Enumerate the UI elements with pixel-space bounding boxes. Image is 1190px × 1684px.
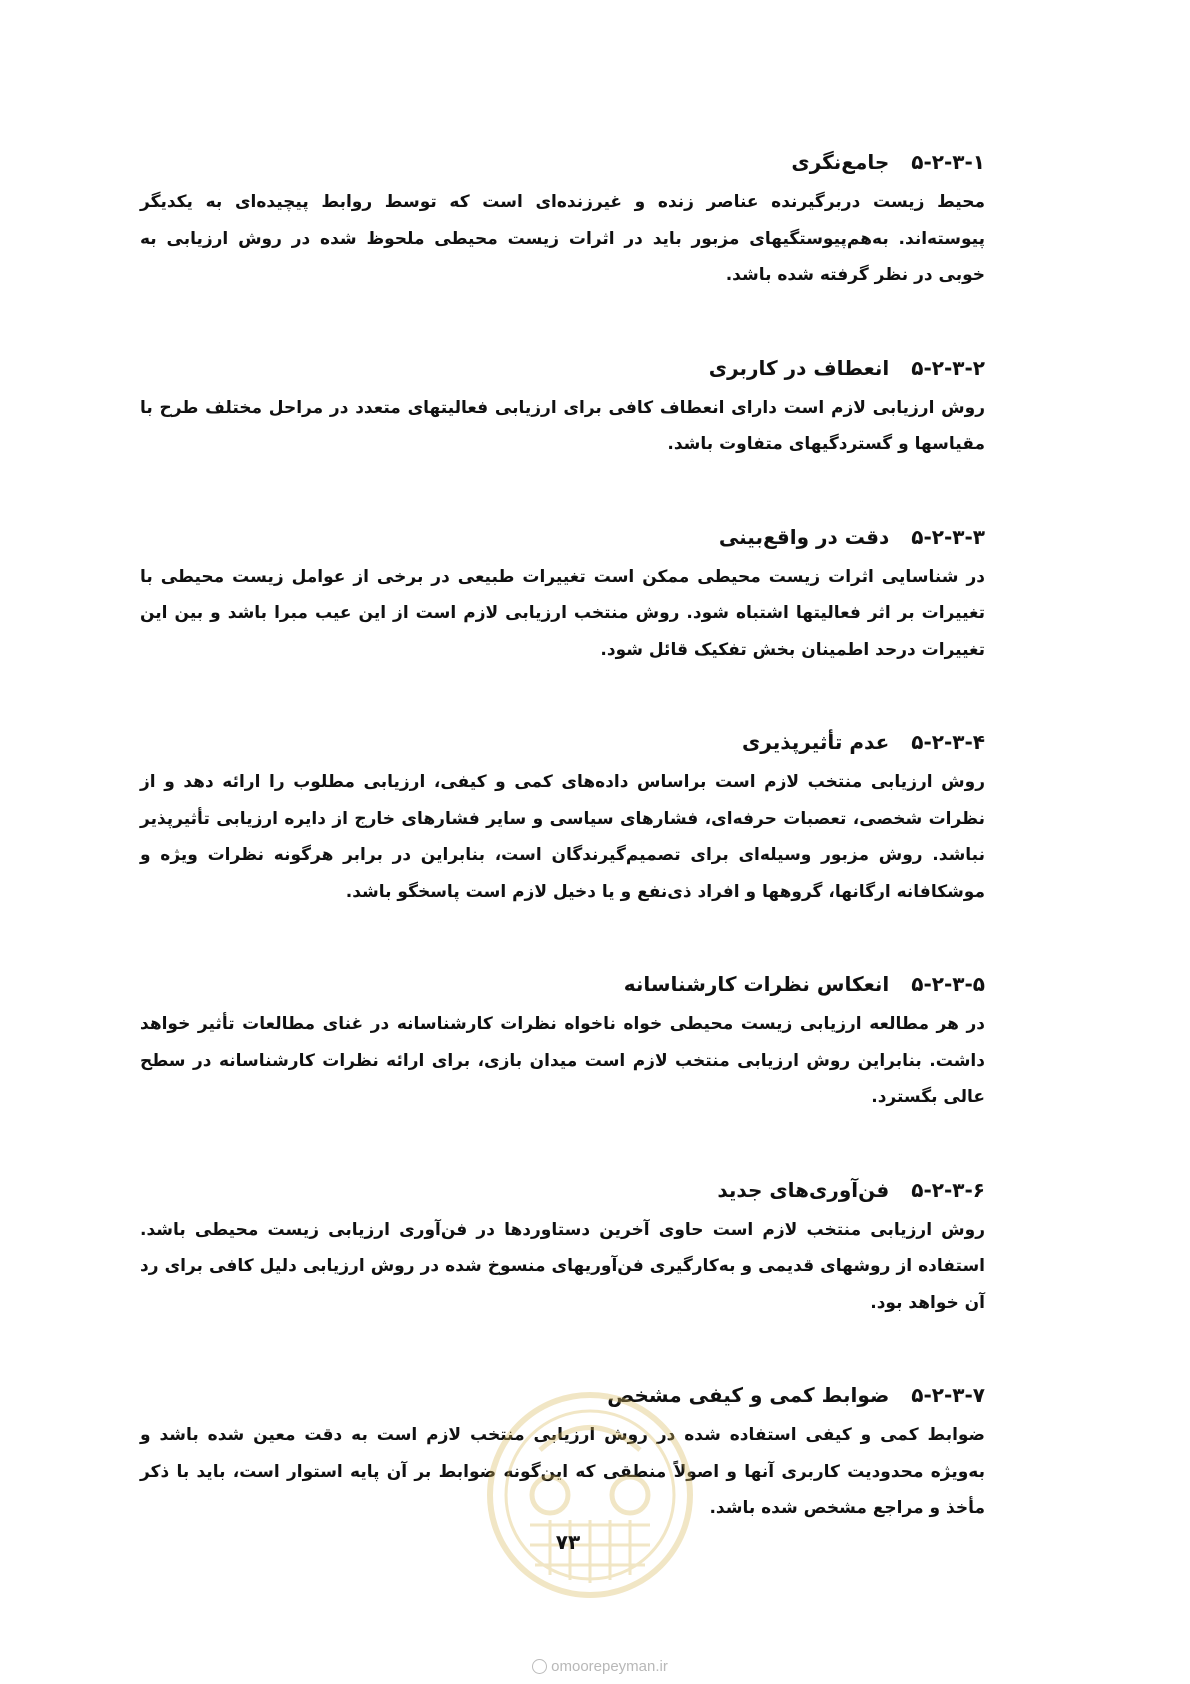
section-paragraph: در هر مطالعه ارزیابی زیست محیطی خواه ناخواه نظرات کارشناسانه در غنای مطالعات تأثیر خواهد داشت. بنابراین روش ارزیابی منتخب لازم است میدان بازی، برای ارائه نظرات کارشناسانه در سطح عالی بگسترد.	[140, 1014, 985, 1107]
section-3	[140, 523, 985, 669]
section-paragraph: ضوابط کمی و کیفی استفاده شده در روش ارزیابی منتخب لازم است به دقت معین شده باشد و به‌ویژه محدودیت کاربری آنها و اصولاً منطقی که این‌گونه ضوابط بر آن پایه استوار است، باید با ذکر مأخذ و مراجع مشخص شده باشد.	[140, 1425, 985, 1518]
section-heading	[140, 354, 985, 382]
section-title: عدم تأثیرپذیری	[741, 730, 890, 754]
section-6	[140, 1176, 985, 1322]
section-paragraph: محیط زیست دربرگیرنده عناصر زنده و غیرزنده‌ای است که توسط روابط پیچیده‌ای به یکدیگر پیوسته‌اند. به‌هم‌پیوستگیهای مزبور باید در اثرات زیست محیطی ملحوظ شده در روش ارزیابی به خوبی در نظر گرفته شده باشد.	[140, 192, 985, 285]
section-paragraph: در شناسایی اثرات زیست محیطی ممکن است تغییرات طبیعی در برخی از عوامل زیست محیطی با تغییرات بر اثر فعالیتها اشتباه شود. روش منتخب ارزیابی لازم است از این عیب مبرا باشد و بین این تغییرات درحد اطمینان بخش تفکیک قائل شود.	[140, 566, 985, 660]
footer-site	[490, 1658, 710, 1675]
section-heading	[140, 728, 985, 756]
section-number: ۵-۲-۳-۴	[911, 730, 985, 754]
section-5	[140, 970, 985, 1116]
section-title: انعکاس نظرات کارشناسانه	[623, 972, 890, 996]
section-paragraph: روش ارزیابی منتخب لازم است حاوی آخرین دستاوردها در فن‌آوری ارزیابی زیست محیطی باشد. استفاده از روشهای قدیمی و به‌کارگیری فن‌آوریهای منسوخ شده در روش ارزیابی دلیل کافی برای رد آن خواهد بود.	[140, 1219, 985, 1313]
section-paragraph: روش ارزیابی منتخب لازم است براساس داده‌های کمی و کیفی، ارزیابی مطلوب را ارائه دهد و از نظرات شخصی، تعصبات حرفه‌ای، فشارهای سیاسی و سایر فشارهای خارج از دایره ارزیابی تأثیرپذیر نباشد. روش مزبور وسیله‌ای برای تصمیم‌گیرندگان است، بنابراین در برابر هرگونه نظرات ویژه و موشکافانه ارگانها، گروهها و افراد ذی‌نفع و یا دخیل لازم است پاسخگو باشد.	[140, 772, 985, 902]
section-number: ۵-۲-۳-۵	[911, 972, 985, 996]
footer-site-text: omoorepeyman.ir	[551, 1658, 668, 1675]
section-heading	[140, 1176, 985, 1204]
section-heading	[140, 523, 985, 551]
section-number: ۵-۲-۳-۶	[911, 1177, 985, 1202]
section-title: فن‌آوری‌های جدید	[717, 1177, 890, 1202]
section-title: جامع‌نگری	[791, 150, 890, 174]
section-2	[140, 354, 985, 463]
section-number: ۵-۲-۳-۷	[911, 1383, 985, 1407]
section-number: ۵-۲-۳-۳	[911, 524, 985, 549]
page-number: ۷۳	[555, 1530, 581, 1554]
page-content	[140, 148, 985, 1587]
section-1	[140, 148, 985, 294]
section-heading	[140, 970, 985, 998]
section-4	[140, 728, 985, 910]
section-title: انعطاف در کاربری	[708, 355, 890, 380]
section-title: ضوابط کمی و کیفی مشخص	[607, 1383, 890, 1407]
section-paragraph: روش ارزیابی لازم است دارای انعطاف کافی برای ارزیابی فعالیتهای متعدد در مراحل مختلف طرح با مقیاسها و گستردگیهای متفاوت باشد.	[140, 397, 985, 454]
site-logo-icon	[532, 1659, 547, 1674]
watermark-seal-icon	[480, 1385, 700, 1605]
section-heading	[140, 148, 985, 176]
section-number: ۵-۲-۳-۱	[911, 150, 985, 174]
section-title: دقت در واقع‌بینی	[718, 524, 890, 549]
section-number: ۵-۲-۳-۲	[911, 355, 985, 380]
